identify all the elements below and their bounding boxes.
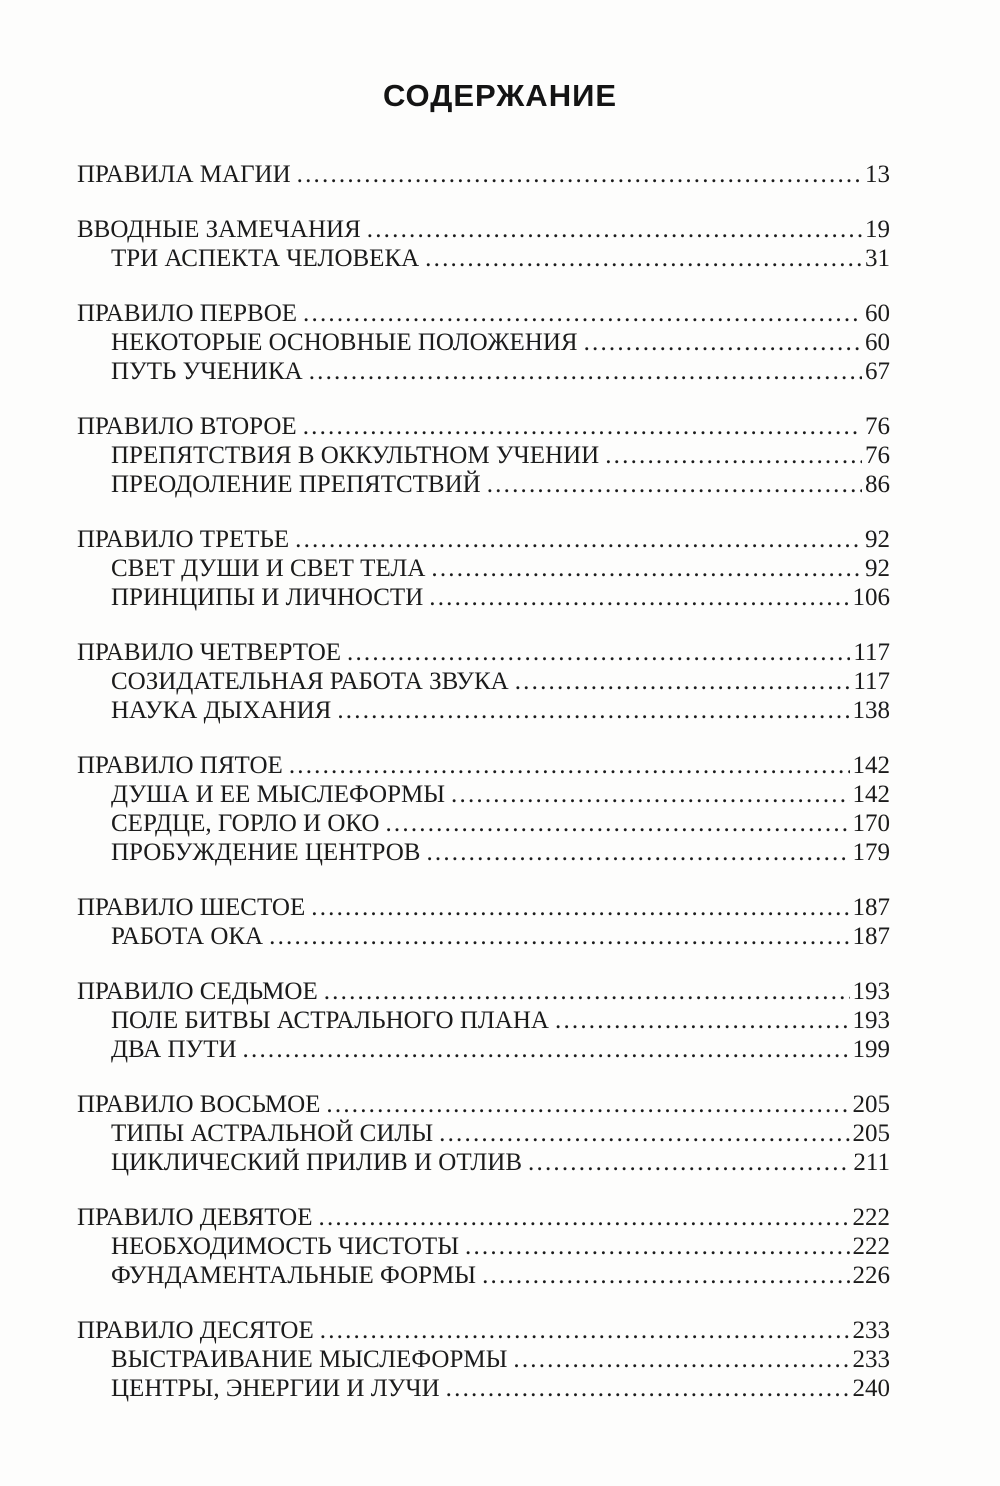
dot-leader [465, 1232, 850, 1261]
toc-entry [77, 893, 890, 922]
toc-entry-page: 60 [865, 300, 890, 327]
dot-leader [295, 525, 862, 554]
toc-entry-page: 76 [865, 413, 890, 440]
toc-group [77, 412, 890, 499]
toc-entry [77, 922, 890, 951]
toc-entry-page: 117 [853, 639, 890, 666]
toc-entry-label: ПРАВИЛО ПЕРВОЕ [77, 300, 298, 327]
toc-entry-label: ПРОБУЖДЕНИЕ ЦЕНТРОВ [111, 839, 421, 866]
toc-entry-page: 193 [852, 1007, 890, 1034]
dot-leader [555, 1006, 850, 1035]
dot-leader [487, 470, 862, 499]
toc-entry-page: 76 [865, 442, 890, 469]
toc-list [0, 160, 1000, 1403]
dot-leader [309, 357, 862, 386]
toc-entry [77, 1316, 890, 1345]
toc-entry-label: ПРАВИЛО СЕДЬМОЕ [77, 978, 318, 1005]
toc-group [77, 893, 890, 951]
toc-entry [77, 1035, 890, 1064]
toc-entry [77, 554, 890, 583]
toc-entry [77, 244, 890, 273]
toc-entry-page: 86 [865, 471, 890, 498]
toc-entry-page: 92 [865, 555, 890, 582]
toc-group [77, 977, 890, 1064]
toc-group [77, 1316, 890, 1403]
toc-entry-label: ВВОДНЫЕ ЗАМЕЧАНИЯ [77, 216, 361, 243]
toc-group [77, 215, 890, 273]
toc-entry-label: ТИПЫ АСТРАЛЬНОЙ СИЛЫ [111, 1120, 434, 1147]
toc-entry-page: 211 [853, 1149, 890, 1176]
toc-entry [77, 809, 890, 838]
toc-entry [77, 696, 890, 725]
dot-leader [289, 751, 850, 780]
toc-entry-label: ВЫСТРАИВАНИЕ МЫСЛЕФОРМЫ [111, 1346, 508, 1373]
dot-leader [584, 328, 862, 357]
toc-entry-label: ДУША И ЕЕ МЫСЛЕФОРМЫ [111, 781, 446, 808]
dot-leader [347, 638, 850, 667]
toc-entry-page: 222 [852, 1204, 890, 1231]
toc-group [77, 751, 890, 867]
toc-entry-label: ПРАВИЛО ТРЕТЬЕ [77, 526, 290, 553]
dot-leader [320, 1316, 850, 1345]
toc-group [77, 299, 890, 386]
dot-leader [303, 299, 862, 328]
toc-entry-page: 19 [865, 216, 890, 243]
toc-entry-label: ДВА ПУТИ [111, 1036, 237, 1063]
toc-entry-label: РАБОТА ОКА [111, 923, 264, 950]
toc-group [77, 525, 890, 612]
toc-entry [77, 1374, 890, 1403]
toc-entry-page: 92 [865, 526, 890, 553]
toc-entry-page: 13 [865, 161, 890, 188]
toc-entry-label: ПУТЬ УЧЕНИКА [111, 358, 303, 385]
dot-leader [337, 696, 849, 725]
dot-leader [326, 1090, 849, 1119]
toc-entry-label: ПРЕПЯТСТВИЯ В ОККУЛЬТНОМ УЧЕНИИ [111, 442, 600, 469]
toc-entry-page: 205 [852, 1120, 890, 1147]
dot-leader [319, 1203, 850, 1232]
toc-entry-label: СОЗИДАТЕЛЬНАЯ РАБОТА ЗВУКА [111, 668, 509, 695]
dot-leader [515, 667, 851, 696]
toc-entry-page: 193 [852, 978, 890, 1005]
toc-entry [77, 1006, 890, 1035]
toc-entry [77, 1345, 890, 1374]
dot-leader [439, 1119, 849, 1148]
toc-entry-label: ФУНДАМЕНТАЛЬНЫЕ ФОРМЫ [111, 1262, 477, 1289]
toc-entry-page: 179 [852, 839, 890, 866]
dot-leader [528, 1148, 850, 1177]
toc-entry-label: ЦИКЛИЧЕСКИЙ ПРИЛИВ И ОТЛИВ [111, 1149, 523, 1176]
toc-entry [77, 1261, 890, 1290]
dot-leader [429, 583, 849, 612]
toc-entry-page: 240 [852, 1375, 890, 1402]
toc-entry-label: ТРИ АСПЕКТА ЧЕЛОВЕКА [111, 245, 420, 272]
toc-entry-label: ПРАВИЛО ДЕСЯТОЕ [77, 1317, 314, 1344]
dot-leader [605, 441, 862, 470]
toc-entry-page: 67 [865, 358, 890, 385]
toc-entry [77, 470, 890, 499]
toc-entry-page: 233 [852, 1346, 890, 1373]
dot-leader [297, 160, 862, 189]
toc-entry-page: 138 [852, 697, 890, 724]
toc-entry-label: ПОЛЕ БИТВЫ АСТРАЛЬНОГО ПЛАНА [111, 1007, 549, 1034]
toc-entry [77, 1232, 890, 1261]
toc-entry-label: НАУКА ДЫХАНИЯ [111, 697, 332, 724]
toc-entry-page: 205 [852, 1091, 890, 1118]
toc-entry-page: 199 [852, 1036, 890, 1063]
toc-entry [77, 299, 890, 328]
toc-entry-label: ПРАВИЛО ВТОРОЕ [77, 413, 297, 440]
toc-entry [77, 638, 890, 667]
toc-entry-label: СВЕТ ДУШИ И СВЕТ ТЕЛА [111, 555, 426, 582]
toc-entry [77, 838, 890, 867]
toc-entry [77, 1090, 890, 1119]
toc-entry [77, 1119, 890, 1148]
toc-entry [77, 328, 890, 357]
dot-leader [303, 412, 862, 441]
toc-entry-page: 142 [852, 781, 890, 808]
toc-entry-page: 187 [852, 923, 890, 950]
dot-leader [243, 1035, 850, 1064]
toc-entry [77, 215, 890, 244]
toc-entry [77, 441, 890, 470]
toc-entry [77, 1148, 890, 1177]
dot-leader [324, 977, 850, 1006]
dot-leader [482, 1261, 849, 1290]
toc-entry [77, 357, 890, 386]
dot-leader [385, 809, 849, 838]
toc-entry-page: 31 [865, 245, 890, 272]
toc-entry-page: 226 [852, 1262, 890, 1289]
toc-entry-page: 187 [852, 894, 890, 921]
toc-group [77, 1090, 890, 1177]
toc-entry-page: 233 [852, 1317, 890, 1344]
toc-entry [77, 412, 890, 441]
toc-entry-label: СЕРДЦЕ, ГОРЛО И ОКО [111, 810, 380, 837]
toc-entry-page: 142 [852, 752, 890, 779]
toc-entry-label: ПРАВИЛО ЧЕТВЕРТОЕ [77, 639, 342, 666]
toc-entry-page: 222 [852, 1233, 890, 1260]
toc-entry [77, 525, 890, 554]
toc-group [77, 1203, 890, 1290]
toc-entry-page: 106 [852, 584, 890, 611]
toc-entry-label: ПРАВИЛО ПЯТОЕ [77, 752, 283, 779]
toc-entry-label: НЕКОТОРЫЕ ОСНОВНЫЕ ПОЛОЖЕНИЯ [111, 329, 578, 356]
toc-entry-label: ЦЕНТРЫ, ЭНЕРГИИ И ЛУЧИ [111, 1375, 440, 1402]
toc-entry [77, 160, 890, 189]
toc-entry-label: ПРИНЦИПЫ И ЛИЧНОСТИ [111, 584, 424, 611]
dot-leader [425, 244, 862, 273]
dot-leader [269, 922, 849, 951]
dot-leader [513, 1345, 849, 1374]
toc-entry [77, 667, 890, 696]
toc-entry-page: 60 [865, 329, 890, 356]
dot-leader [311, 893, 849, 922]
dot-leader [451, 780, 849, 809]
dot-leader [431, 554, 862, 583]
toc-entry [77, 977, 890, 1006]
toc-entry [77, 1203, 890, 1232]
toc-entry-label: ПРАВИЛО ДЕВЯТОЕ [77, 1204, 313, 1231]
toc-entry [77, 583, 890, 612]
dot-leader [446, 1374, 850, 1403]
dot-leader [426, 838, 849, 867]
toc-entry-page: 170 [852, 810, 890, 837]
toc-entry [77, 780, 890, 809]
toc-group [77, 638, 890, 725]
page-title: СОДЕРЖАНИЕ [382, 78, 618, 113]
toc-entry [77, 751, 890, 780]
toc-entry-label: ПРАВИЛО ВОСЬМОЕ [77, 1091, 321, 1118]
toc-entry-label: ПРАВИЛА МАГИИ [77, 161, 291, 188]
toc-entry-label: ПРЕОДОЛЕНИЕ ПРЕПЯТСТВИЙ [111, 471, 481, 498]
toc-entry-label: НЕОБХОДИМОСТЬ ЧИСТОТЫ [111, 1233, 459, 1260]
toc-entry-page: 117 [853, 668, 890, 695]
dot-leader [367, 215, 862, 244]
toc-entry-label: ПРАВИЛО ШЕСТОЕ [77, 894, 306, 921]
toc-group [77, 160, 890, 189]
